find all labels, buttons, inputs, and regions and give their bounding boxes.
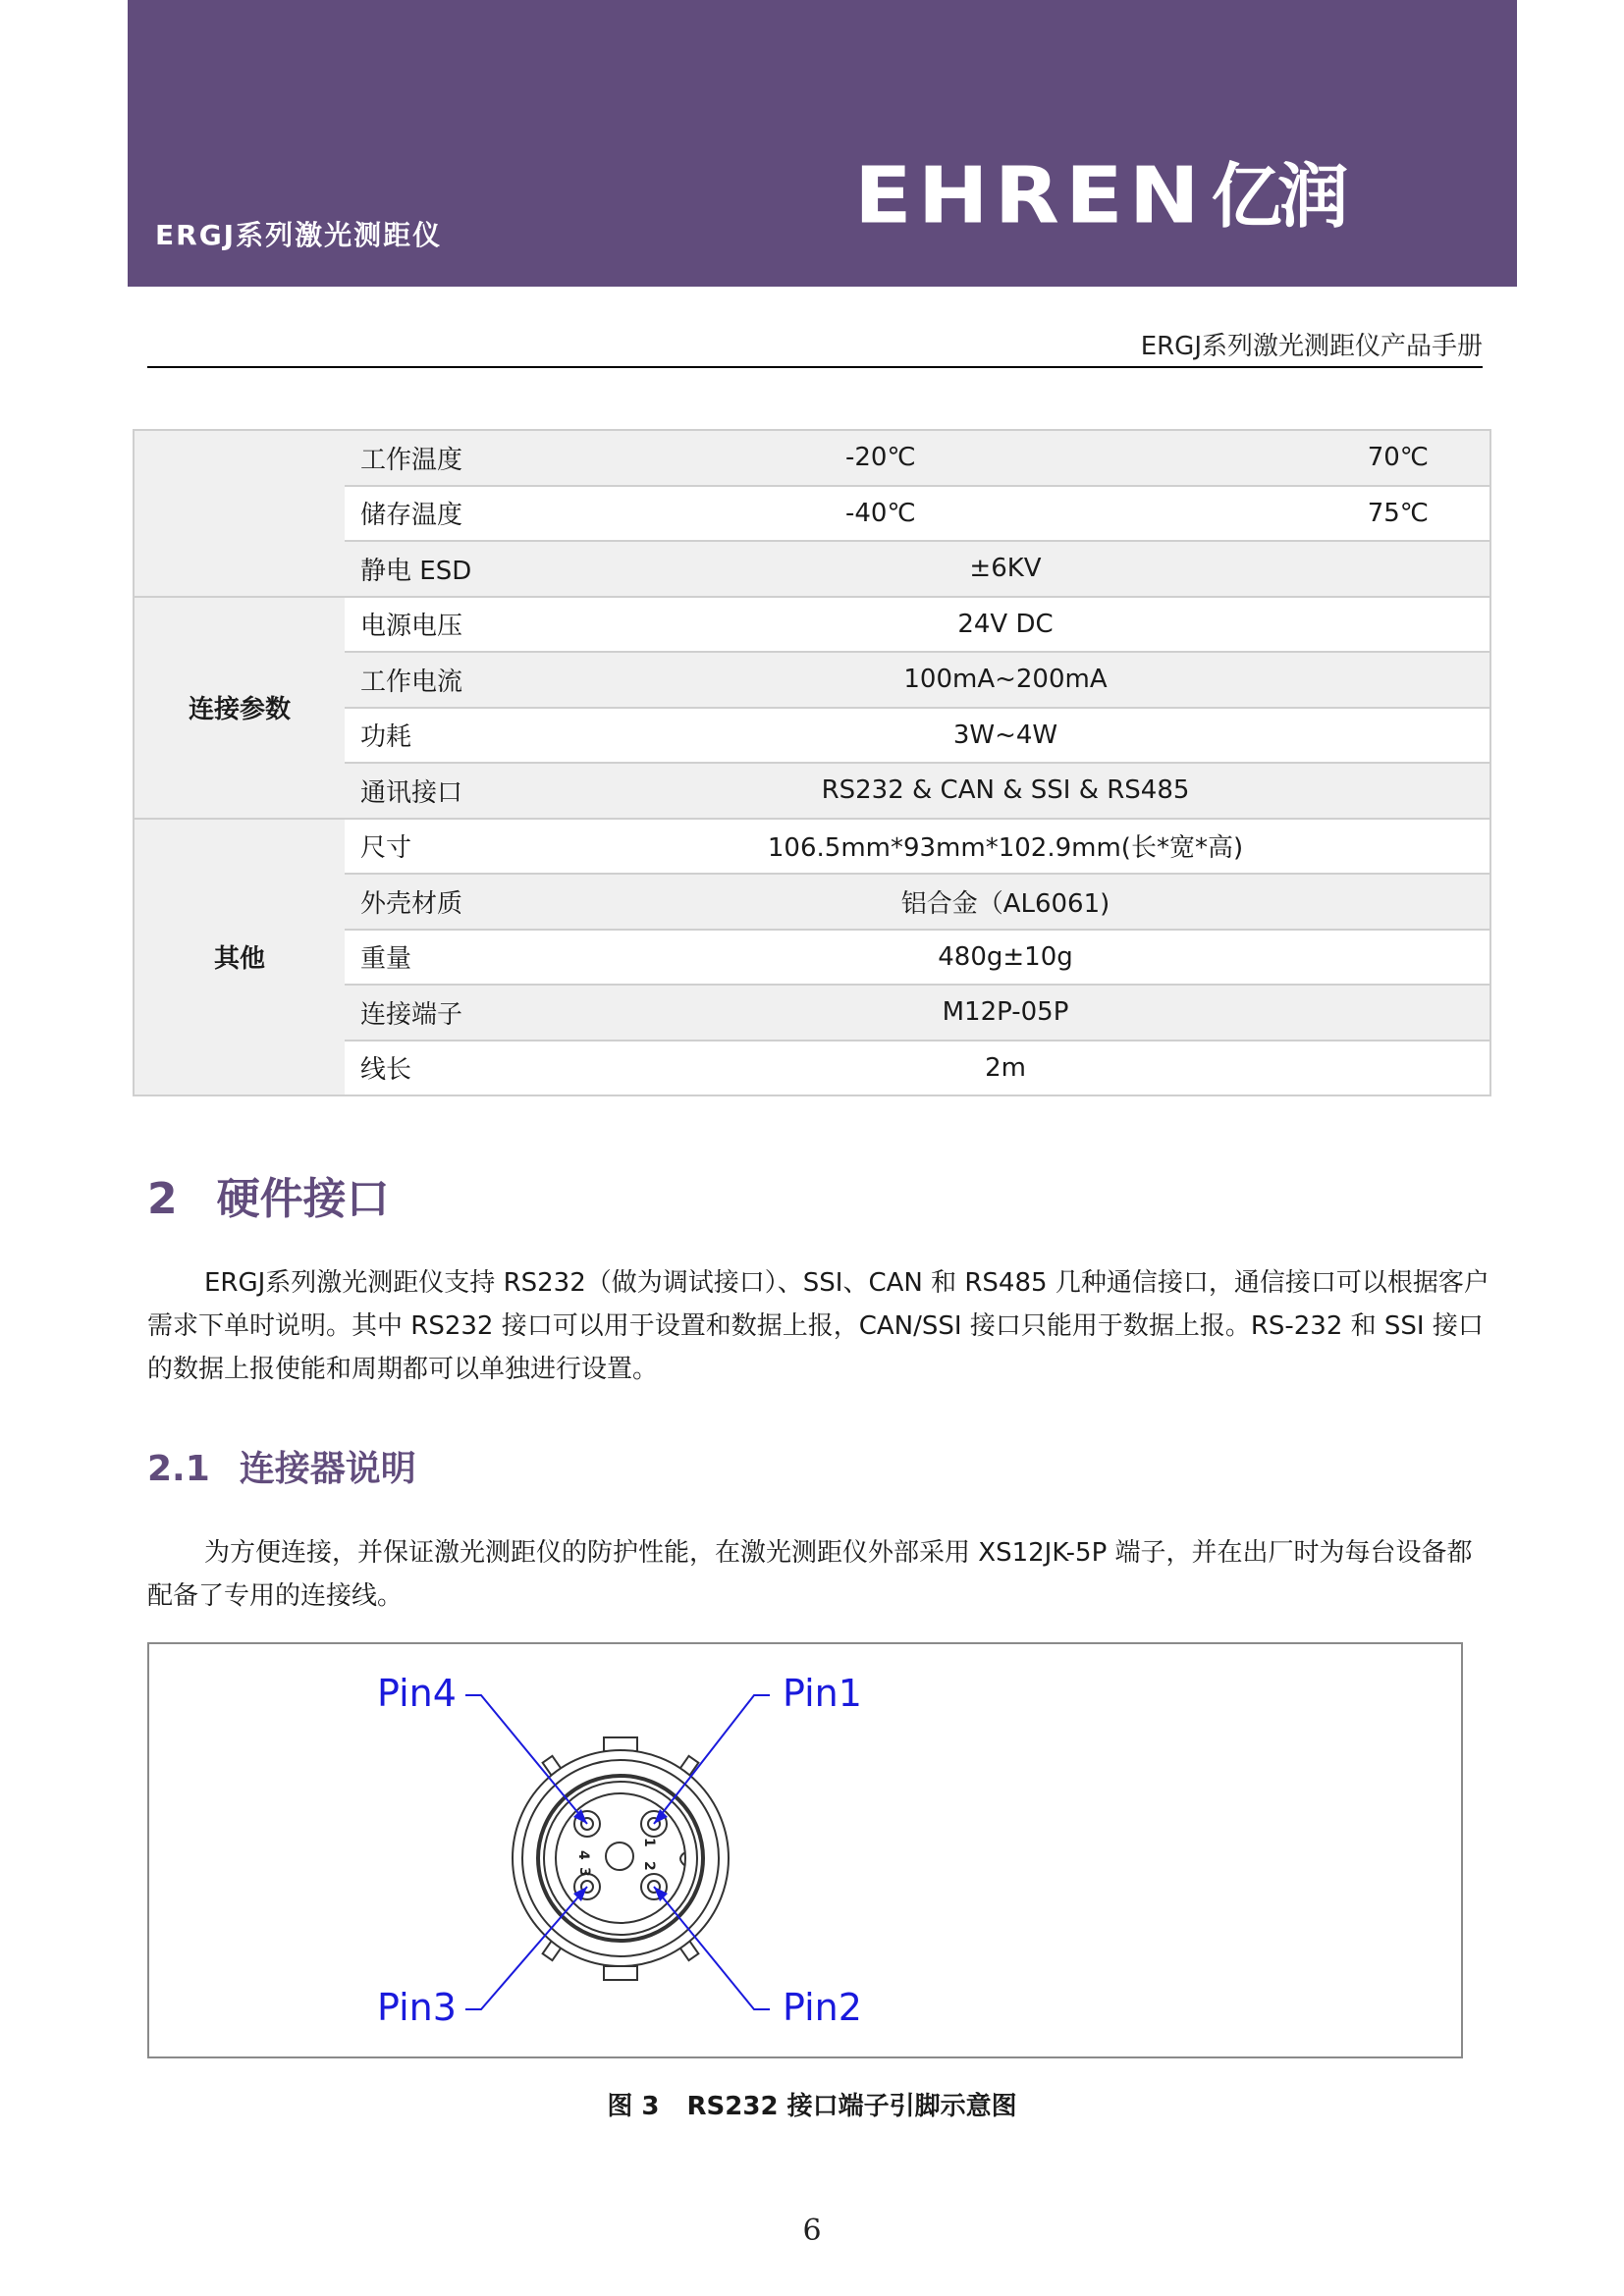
pin1-label: Pin1 [783, 1672, 862, 1715]
param-name: 重量 [345, 930, 521, 986]
logo-chinese: 亿润 [1211, 155, 1345, 238]
section-paragraph: ERGJ系列激光测距仪支持 RS232（做为调试接口）、SSI、CAN 和 RS485 几种通信接口，通信接口可以根据客户需求下单时说明。其中 RS232 接口可以用于设置和数据上报，CAN/SSI 接口只能用于数据上报。RS-232 和 SSI 接口的数据上报使能和周期都可以单独进行设置。 [147, 1268, 1489, 1384]
param-value: 铝合金（AL6061) [521, 874, 1490, 930]
category-cell [134, 430, 345, 597]
section-title: 硬件接口 [216, 1174, 390, 1224]
subsection-heading [147, 1441, 416, 1491]
running-title: ERGJ系列激光测距仪产品手册 [1140, 332, 1483, 361]
param-max: 70℃ [1367, 443, 1429, 473]
param-value: 100mA~200mA [521, 652, 1490, 708]
param-max: 75℃ [1367, 498, 1429, 528]
subsection-paragraph: 为方便连接，并保证激光测距仪的防护性能，在激光测距仪外部采用 XS12JK-5P 端子，并在出厂时为每台设备都配备了专用的连接线。 [147, 1538, 1473, 1611]
param-range [521, 486, 1490, 542]
subsection-title: 连接器说明 [239, 1449, 416, 1489]
param-value: 106.5mm*93mm*102.9mm(长*宽*高) [521, 819, 1490, 875]
param-range [521, 430, 1490, 486]
svg-text:4: 4 [575, 1850, 591, 1860]
param-name: 静电 ESD [345, 541, 521, 597]
param-value: 480g±10g [521, 930, 1490, 986]
spec-table [133, 429, 1491, 1096]
param-min: -40℃ [845, 498, 916, 528]
category-cell: 连接参数 [134, 597, 345, 819]
connector-figure [147, 1642, 1463, 2058]
figure-caption-text: RS232 接口端子引脚示意图 [686, 2092, 1017, 2121]
param-name: 电源电压 [345, 597, 521, 653]
figure-number: 图 3 [607, 2092, 660, 2121]
figure-caption [0, 2086, 1624, 2122]
banner-title: ERGJ系列激光测距仪 [155, 219, 443, 251]
param-name: 连接端子 [345, 985, 521, 1041]
table-row [134, 819, 1490, 875]
param-value: 24V DC [521, 597, 1490, 653]
section-heading [147, 1163, 390, 1226]
param-value: 2m [521, 1041, 1490, 1096]
logo-latin: EHREN [854, 151, 1206, 241]
pin3-label: Pin3 [377, 1986, 457, 2029]
param-name: 通讯接口 [345, 763, 521, 819]
table-row [134, 597, 1490, 653]
svg-text:2: 2 [641, 1861, 657, 1871]
param-value: ±6KV [521, 541, 1490, 597]
running-header [147, 324, 1483, 368]
section-number: 2 [147, 1174, 178, 1224]
param-value: M12P-05P [521, 985, 1490, 1041]
svg-text:3: 3 [576, 1867, 592, 1877]
param-name: 外壳材质 [345, 874, 521, 930]
subsection-number: 2.1 [147, 1449, 210, 1489]
brand-logo [854, 151, 1345, 241]
category-cell: 其他 [134, 819, 345, 1096]
svg-text:1: 1 [641, 1838, 657, 1847]
param-name: 储存温度 [345, 486, 521, 542]
param-name: 功耗 [345, 708, 521, 764]
param-value: 3W~4W [521, 708, 1490, 764]
page-number: 6 [802, 2214, 822, 2248]
param-value: RS232 & CAN & SSI & RS485 [521, 763, 1490, 819]
pin2-label: Pin2 [783, 1986, 862, 2029]
param-name: 尺寸 [345, 819, 521, 875]
param-name: 线长 [345, 1041, 521, 1096]
pin4-label: Pin4 [377, 1672, 457, 1715]
header-banner [128, 0, 1517, 287]
param-min: -20℃ [845, 443, 916, 473]
table-row [134, 430, 1490, 486]
param-name: 工作温度 [345, 430, 521, 486]
param-name: 工作电流 [345, 652, 521, 708]
